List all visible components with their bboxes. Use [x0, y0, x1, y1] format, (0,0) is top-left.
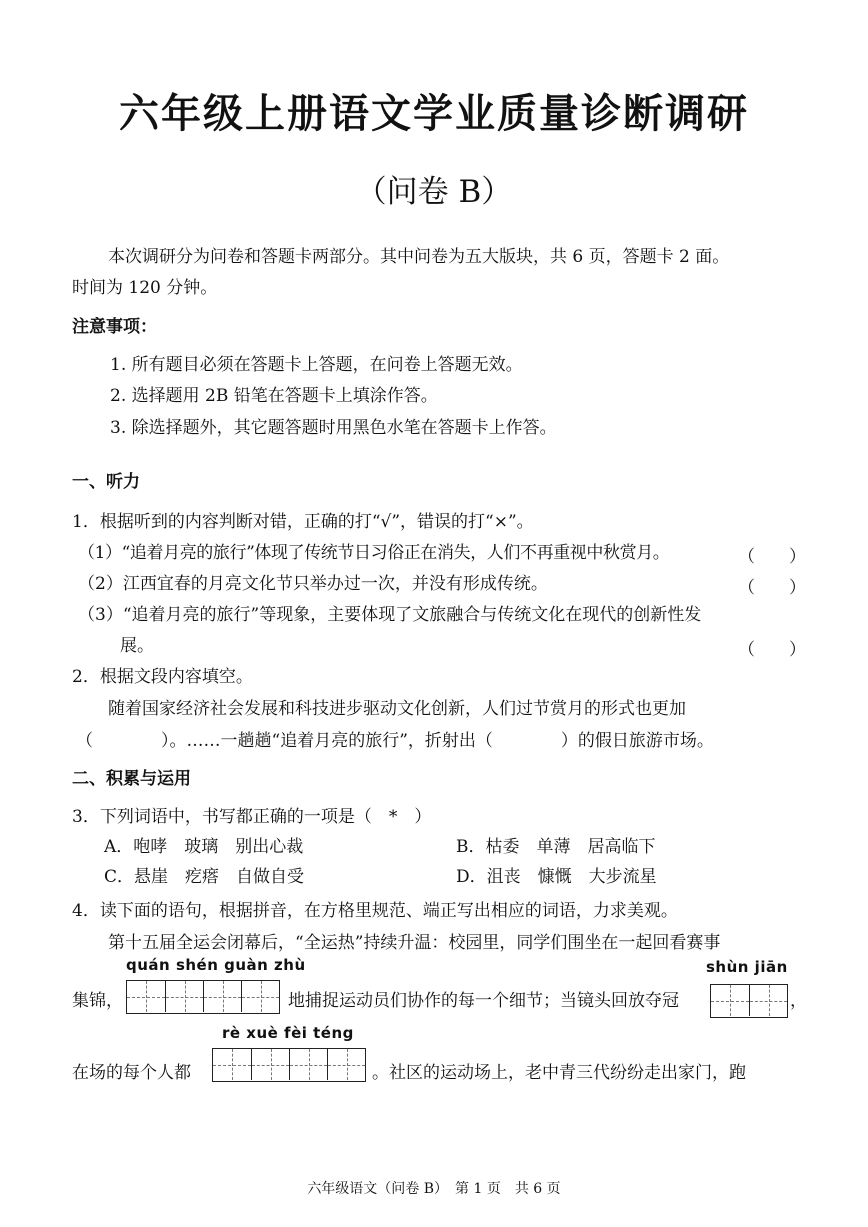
section-heading-accumulation: 二、积累与运用 [72, 769, 191, 789]
writing-grid-shun-jian[interactable] [710, 984, 788, 1018]
question-4-line-3-start: 在场的每个人都 [72, 1063, 191, 1083]
notes-heading: 注意事项： [72, 317, 157, 337]
question-1-item-3-cont: 展。 [120, 636, 154, 656]
answer-paren-3: （ ） [738, 640, 806, 660]
answer-paren-2: （ ） [738, 578, 806, 598]
writing-grid-re-xue-fei-teng[interactable] [212, 1048, 366, 1082]
writing-cell[interactable] [289, 1049, 327, 1080]
question-4-line-3-end: 。社区的运动场上，老中青三代纷纷走出家门，跑 [372, 1063, 746, 1083]
writing-cell[interactable] [213, 1049, 251, 1080]
answer-paren-1: （ ） [738, 547, 806, 567]
question-3-stem: 3．下列词语中，书写都正确的一项是（ * ） [72, 807, 432, 827]
question-1-stem: 1．根据听到的内容判断对错，正确的打“√”，错误的打“×”。 [72, 512, 534, 532]
intro-line-1: 本次调研分为问卷和答题卡两部分。其中问卷为五大版块，共 6 页，答题卡 2 面。 [108, 247, 730, 267]
question-1-item-3: （3）“追着月亮的旅行”等现象，主要体现了文旅融合与传统文化在现代的创新性发 [78, 605, 702, 625]
intro-line-2: 时间为 120 分钟。 [72, 278, 218, 298]
question-4-line-2-middle: 地捕捉运动员们协作的每一个细节；当镜头回放夺冠 [288, 991, 679, 1011]
writing-cell[interactable] [203, 981, 241, 1012]
question-2-line-2: （ ）。……一趟趟“追着月亮的旅行”，折射出（ ）的假日旅游市场。 [76, 731, 714, 751]
writing-cell[interactable] [241, 981, 279, 1012]
question-2-stem: 2．根据文段内容填空。 [72, 667, 253, 687]
section-heading-listening: 一、听力 [72, 472, 140, 492]
writing-cell[interactable] [749, 985, 787, 1016]
note-item-3: 3. 除选择题外，其它题答题时用黑色水笔在答题卡上作答。 [110, 418, 557, 438]
writing-cell[interactable] [251, 1049, 289, 1080]
pinyin-shun-jian: shùn jiān [706, 958, 788, 976]
page-subtitle: （问卷 B） [355, 174, 513, 210]
question-4-line-1: 第十五届全运会闭幕后，“全运热”持续升温：校园里，同学们围坐在一起回看赛事 [108, 933, 721, 953]
note-item-2: 2. 选择题用 2B 铅笔在答题卡上填涂作答。 [110, 386, 438, 406]
option-a: A．咆哮 玻璃 别出心裁 [104, 837, 304, 857]
option-d: D．沮丧 慷慨 大步流星 [456, 867, 657, 887]
option-b: B．枯委 单薄 居高临下 [456, 837, 656, 857]
writing-cell[interactable] [165, 981, 203, 1012]
writing-cell[interactable] [711, 985, 749, 1016]
question-4-line-2-start: 集锦， [72, 991, 123, 1011]
pinyin-re-xue-fei-teng: rè xuè fèi téng [222, 1024, 354, 1042]
writing-cell[interactable] [127, 981, 165, 1012]
question-2-line-1: 随着国家经济社会发展和科技进步驱动文化创新，人们过节赏月的形式也更加 [108, 699, 686, 719]
page-title: 六年级上册语文学业质量诊断调研 [119, 90, 749, 137]
question-1-item-2: （2）江西宜春的月亮文化节只举办过一次，并没有形成传统。 [78, 574, 548, 594]
question-4-stem: 4．读下面的语句，根据拼音，在方格里规范、端正写出相应的词语，力求美观。 [72, 901, 678, 921]
writing-grid-quan-shen-guan-zhu[interactable] [126, 980, 280, 1014]
question-4-line-2-end: ， [790, 991, 807, 1011]
page-footer: 六年级语文（问卷 B） 第 1 页 共 6 页 [307, 1181, 561, 1197]
writing-cell[interactable] [327, 1049, 365, 1080]
note-item-1: 1. 所有题目必须在答题卡上答题，在问卷上答题无效。 [110, 355, 523, 375]
option-c: C．悬崖 疙瘩 自做自受 [104, 867, 305, 887]
pinyin-quan-shen-guan-zhu: quán shén guàn zhù [126, 956, 306, 974]
question-1-item-1: （1）“追着月亮的旅行”体现了传统节日习俗正在消失，人们不再重视中秋赏月。 [78, 543, 670, 563]
